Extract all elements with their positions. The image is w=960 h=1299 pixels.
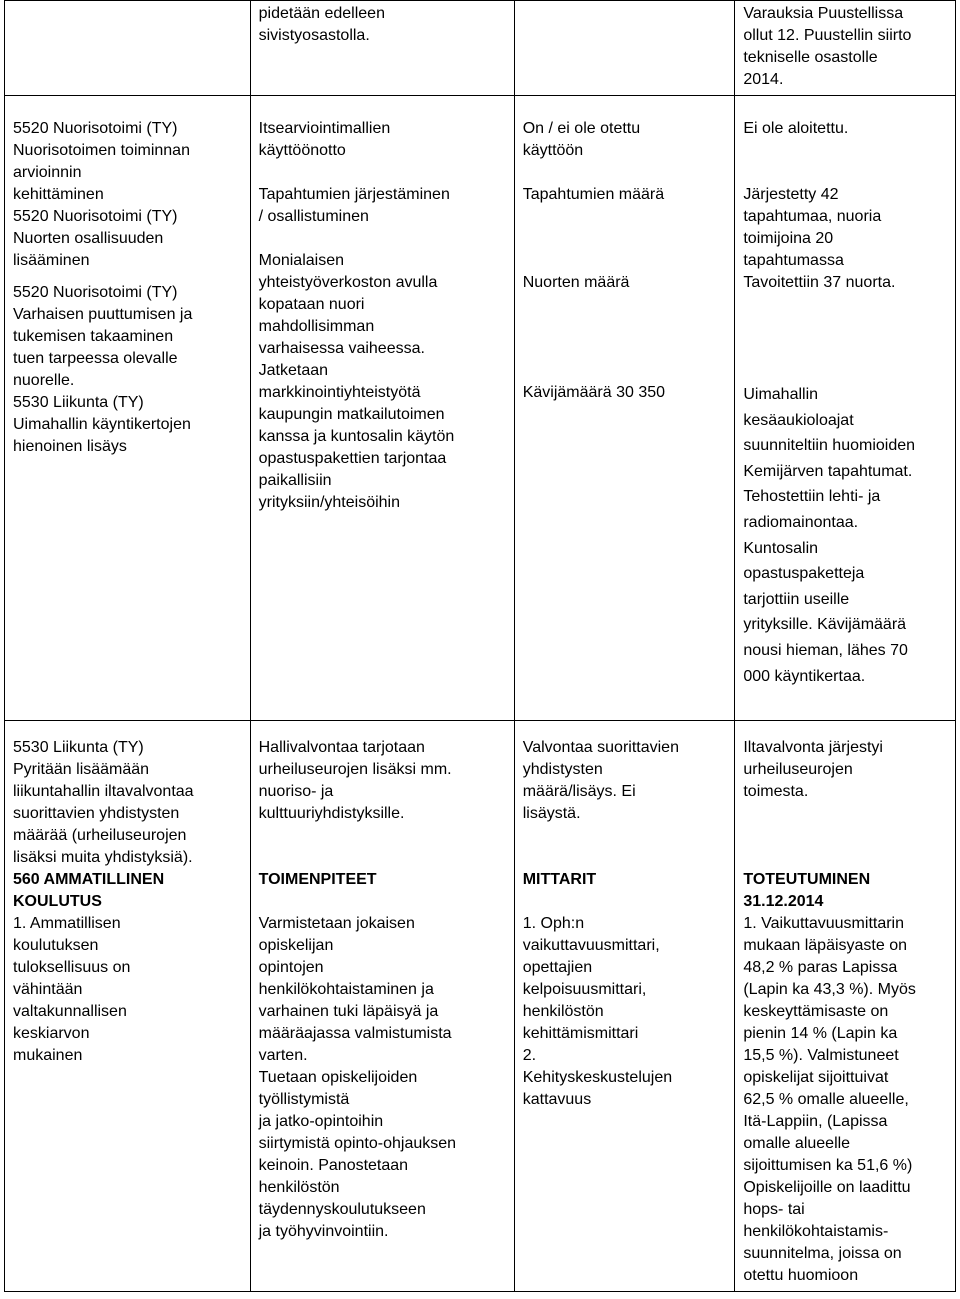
measure-text: Itsearviointimallien käyttöönotto	[258, 120, 391, 159]
cell-text: pidetään edelleen sivistyosastolla.	[258, 5, 385, 44]
column-heading: TOTEUTUMINEN 31.12.2014	[743, 871, 871, 910]
metric-text: Tapahtumien määrä	[522, 186, 665, 203]
goal-text: 1. Ammatillisen koulutuksen tuloksellisuus on vähintään valtakunnallisen keskiarvon mukainen	[13, 915, 131, 1064]
table-cell	[735, 1, 956, 96]
result-text: 1. Vaikuttavuusmittarin mukaan läpäisyaste on 48,2 % paras Lapissa (Lapin ka 43,3 %). Myös keskeyttämisaste on pienin 14 % (Lapin ka 15,5 %). Valmistuneet opiskelijat sijoittuivat 62,5 % omalle alueelle, Itä-Lappiin, (Lapissa omalle alueelle sijoittumisen ka 51,6 %) Opiskelijoille on laadittu hops- tai henkilökohtaistamis- suunnitelma, joissa on otettu huomioon	[743, 915, 916, 1284]
measure-text: Jatketaan markkinointiyhteistyötä kaupungin matkailutoimen kanssa ja kuntosalin käytön opastuspakettien tarjontaa paikallisiin yrityksiin/yhteisöihin	[258, 362, 455, 511]
table-cell	[514, 721, 735, 1292]
metric-text: Valvontaa suorittavien yhdistysten määrä/lisäys. Ei lisäystä.	[522, 739, 679, 822]
goal-text: 5520 Nuorisotoimi (TY) Nuorten osallisuuden lisääminen	[13, 208, 178, 269]
measure-text: Hallivalvontaa tarjotaan urheiluseurojen lisäksi mm. nuoriso- ja kulttuuriyhdistyksille.	[258, 739, 452, 822]
table-cell	[514, 96, 735, 721]
table-cell	[5, 96, 251, 721]
measure-text: Varmistetaan jokaisen opiskelijan opintojen henkilökohtaistaminen ja varhainen tuki läpäisyä ja määräajassa valmistumista varten. Tuetaan opiskelijoiden työllistymistä ja jatko-opintoihin siirtymistä opinto-ohjauksen keinoin. Panostetaan henkilöstön täydennyskoulutukseen ja työhyvinvointiin.	[258, 915, 457, 1240]
table-cell	[514, 1, 735, 96]
table-cell	[735, 721, 956, 1292]
table-row	[5, 1, 956, 96]
measure-text: Tapahtumien järjestäminen / osallistuminen	[258, 186, 450, 225]
metric-text: Kävijämäärä 30 350	[522, 384, 666, 401]
table-cell	[250, 96, 514, 721]
column-heading: MITTARIT	[522, 871, 597, 888]
table-row	[5, 96, 956, 721]
result-text: Tavoitettiin 37 nuorta.	[743, 274, 896, 291]
goal-text: 5520 Nuorisotoimi (TY) Nuorisotoimen toiminnan arvioinnin kehittäminen	[13, 120, 190, 203]
table-cell	[250, 1, 514, 96]
goal-text: 5520 Nuorisotoimi (TY) Varhaisen puuttumisen ja tukemisen takaaminen tuen tarpeessa olevalle nuorelle.	[13, 284, 193, 389]
result-text: Järjestetty 42 tapahtumaa, nuoria toimijoina 20 tapahtumassa	[743, 186, 882, 269]
goal-text: 5530 Liikunta (TY) Pyritään lisäämään liikuntahallin iltavalvontaa suorittavien yhdistysten määrää (urheiluseurojen lisäksi muita yhdistyksiä).	[13, 739, 194, 866]
table-cell	[250, 721, 514, 1292]
column-heading: TOIMENPITEET	[258, 871, 377, 888]
table-cell	[5, 721, 251, 1292]
metric-text: On / ei ole otettu käyttöön	[522, 120, 641, 159]
table-cell	[5, 1, 251, 96]
table-row	[5, 721, 956, 1292]
section-heading: 560 AMMATILLINEN KOULUTUS	[13, 871, 165, 910]
report-table	[4, 0, 956, 1292]
cell-text: Varauksia Puustellissa ollut 12. Puustellin siirto tekniselle osastolle 2014.	[743, 5, 912, 88]
goal-text: 5530 Liikunta (TY) Uimahallin käyntikertojen hienoinen lisäys	[13, 394, 191, 455]
metric-text: 1. Oph:n vaikuttavuusmittari, opettajien kelpoisuusmittari, henkilöstön kehittämismittari 2. Kehityskeskustelujen kattavuus	[522, 915, 673, 1108]
result-text: Iltavalvonta järjestyi urheiluseurojen toimesta.	[743, 739, 883, 800]
result-text: Uimahallin kesäaukioloajat suunniteltiin huomioiden Kemijärven tapahtumat. Tehostettiin lehti- ja radiomainontaa. Kuntosalin opastuspaketteja tarjottiin useille yrityksille. Kävijämäärä nousi hieman, lähes 70 000 käyntikertaa.	[743, 386, 916, 685]
metric-text: Nuorten määrä	[522, 274, 630, 291]
result-text: Ei ole aloitettu.	[743, 120, 849, 137]
measure-text: Monialaisen yhteistyöverkoston avulla kopataan nuori mahdollisimman varhaisessa vaiheessa.	[258, 252, 438, 357]
table-cell	[735, 96, 956, 721]
